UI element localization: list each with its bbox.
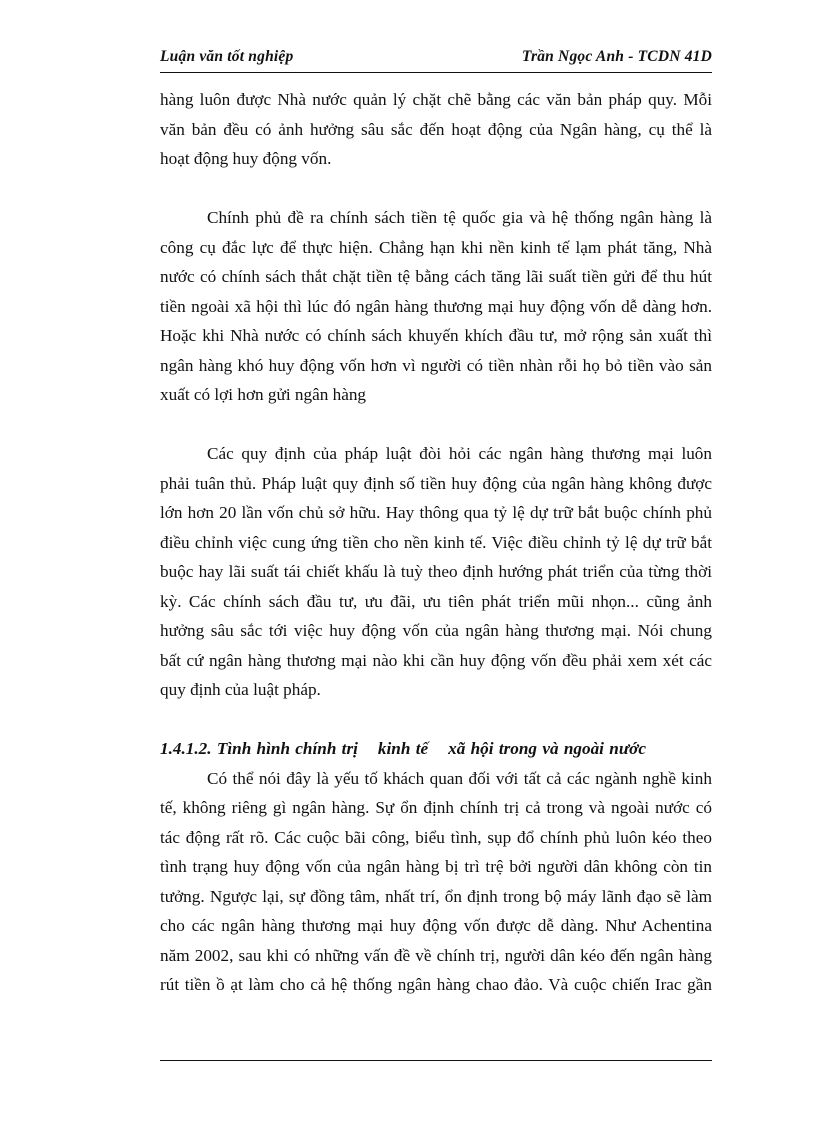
text-line: hàng luôn được Nhà nước quản lý chặt chẽ bằng các văn bản pháp quy. Mỗi <box>160 90 712 109</box>
text-line: tác động rất rõ. Các cuộc bãi công, biểu tình, sụp đổ chính phủ luôn kéo theo <box>160 827 712 847</box>
page-header <box>160 46 712 70</box>
text-line: tế, không riêng gì ngân hàng. Sự ổn định chính trị cả trong và ngoài nước có <box>160 798 712 817</box>
paragraph-2 <box>160 203 712 410</box>
text-line: tiền ngoài xã hội thì lúc đó ngân hàng thương mại huy động vốn dễ dàng hơn. <box>160 296 712 316</box>
text-line: bất cứ ngân hàng thương mại nào khi cần huy động vốn đều phải xem xét các <box>160 650 712 670</box>
text-line: hưởng sâu sắc tới việc huy động vốn của ngân hàng thương mại. Nói chung <box>160 621 712 640</box>
document-body <box>160 85 712 1000</box>
text-line: cho các ngân hàng thương mại huy động vốn được dễ dàng. Như Achentina <box>160 916 712 935</box>
text-line: kỳ. Các chính sách đầu tư, ưu đãi, ưu tiên phát triển mũi nhọn... cũng ảnh <box>160 591 712 611</box>
text-line: Các quy định của pháp luật đòi hỏi các ngân hàng thương mại luôn <box>207 444 712 463</box>
header-thesis-title: Luận văn tốt nghiệp <box>160 48 294 65</box>
section-heading-part: kinh tế <box>377 739 429 758</box>
text-line: Hoặc khi Nhà nước có chính sách khuyến khích đầu tư, mở rộng sản xuất thì <box>160 326 712 345</box>
footer-divider <box>160 1060 712 1061</box>
section-heading-part: 1.4.1.2. Tình hình chính trị <box>160 739 358 758</box>
paragraph-gap <box>160 174 712 204</box>
text-line: tưởng. Ngược lại, sự đồng tâm, nhất trí, ổn định trong bộ máy lãnh đạo sẽ làm <box>160 886 712 906</box>
text-line: quy định của luật pháp. <box>160 680 321 699</box>
text-line: Có thể nói đây là yếu tố khách quan đối với tất cả các ngành nghề kinh <box>207 768 712 788</box>
section-heading <box>160 734 712 764</box>
paragraph-gap <box>160 410 712 440</box>
text-line: tình trạng huy động vốn của ngân hàng bị trì trệ bởi người dân không còn tin <box>160 857 712 876</box>
header-author: Trần Ngọc Anh - TCDN 41D <box>521 48 712 65</box>
paragraph-3 <box>160 439 712 705</box>
text-line: phải tuân thủ. Pháp luật quy định số tiền huy động của ngân hàng không được <box>160 473 712 493</box>
text-line: rút tiền ồ ạt làm cho cả hệ thống ngân hàng chao đảo. Và cuộc chiến Irac gần <box>160 975 712 994</box>
text-line: điều chỉnh việc cung ứng tiền cho nền kinh tế. Việc điều chỉnh tỷ lệ dự trữ bắt <box>160 532 712 552</box>
section-paragraph <box>160 764 712 1000</box>
text-line: ngân hàng khó huy động vốn hơn vì người có tiền nhàn rỗi họ bỏ tiền vào sản <box>160 355 712 375</box>
text-line: buộc hay lãi suất tái chiết khấu là tuỳ theo định hướng phát triển của từng thời <box>160 562 712 581</box>
text-line: xuất có lợi hơn gửi ngân hàng <box>160 385 367 404</box>
text-line: văn bản đều có ảnh hưởng sâu sắc đến hoạt động của Ngân hàng, cụ thể là <box>160 119 712 139</box>
section-heading-part: xã hội trong và ngoài nước <box>448 739 646 758</box>
text-line: Chính phủ đề ra chính sách tiền tệ quốc gia và hệ thống ngân hàng là <box>207 208 712 227</box>
header-divider <box>160 72 712 73</box>
text-line: công cụ đắc lực để thực hiện. Chẳng hạn khi nền kinh tế lạm phát tăng, Nhà <box>160 237 712 257</box>
text-line: năm 2002, sau khi có những vấn đề về chính trị, người dân kéo đến ngân hàng <box>160 945 712 965</box>
text-line: lớn hơn 20 lần vốn chủ sở hữu. Hay thông qua tỷ lệ dự trữ bắt buộc chính phủ <box>160 503 712 522</box>
text-line: nước có chính sách thắt chặt tiền tệ bằng cách tăng lãi suất tiền gửi để thu hút <box>160 267 712 286</box>
text-line: hoạt động huy động vốn. <box>160 149 332 168</box>
paragraph-gap <box>160 705 712 735</box>
paragraph-1 <box>160 85 712 174</box>
